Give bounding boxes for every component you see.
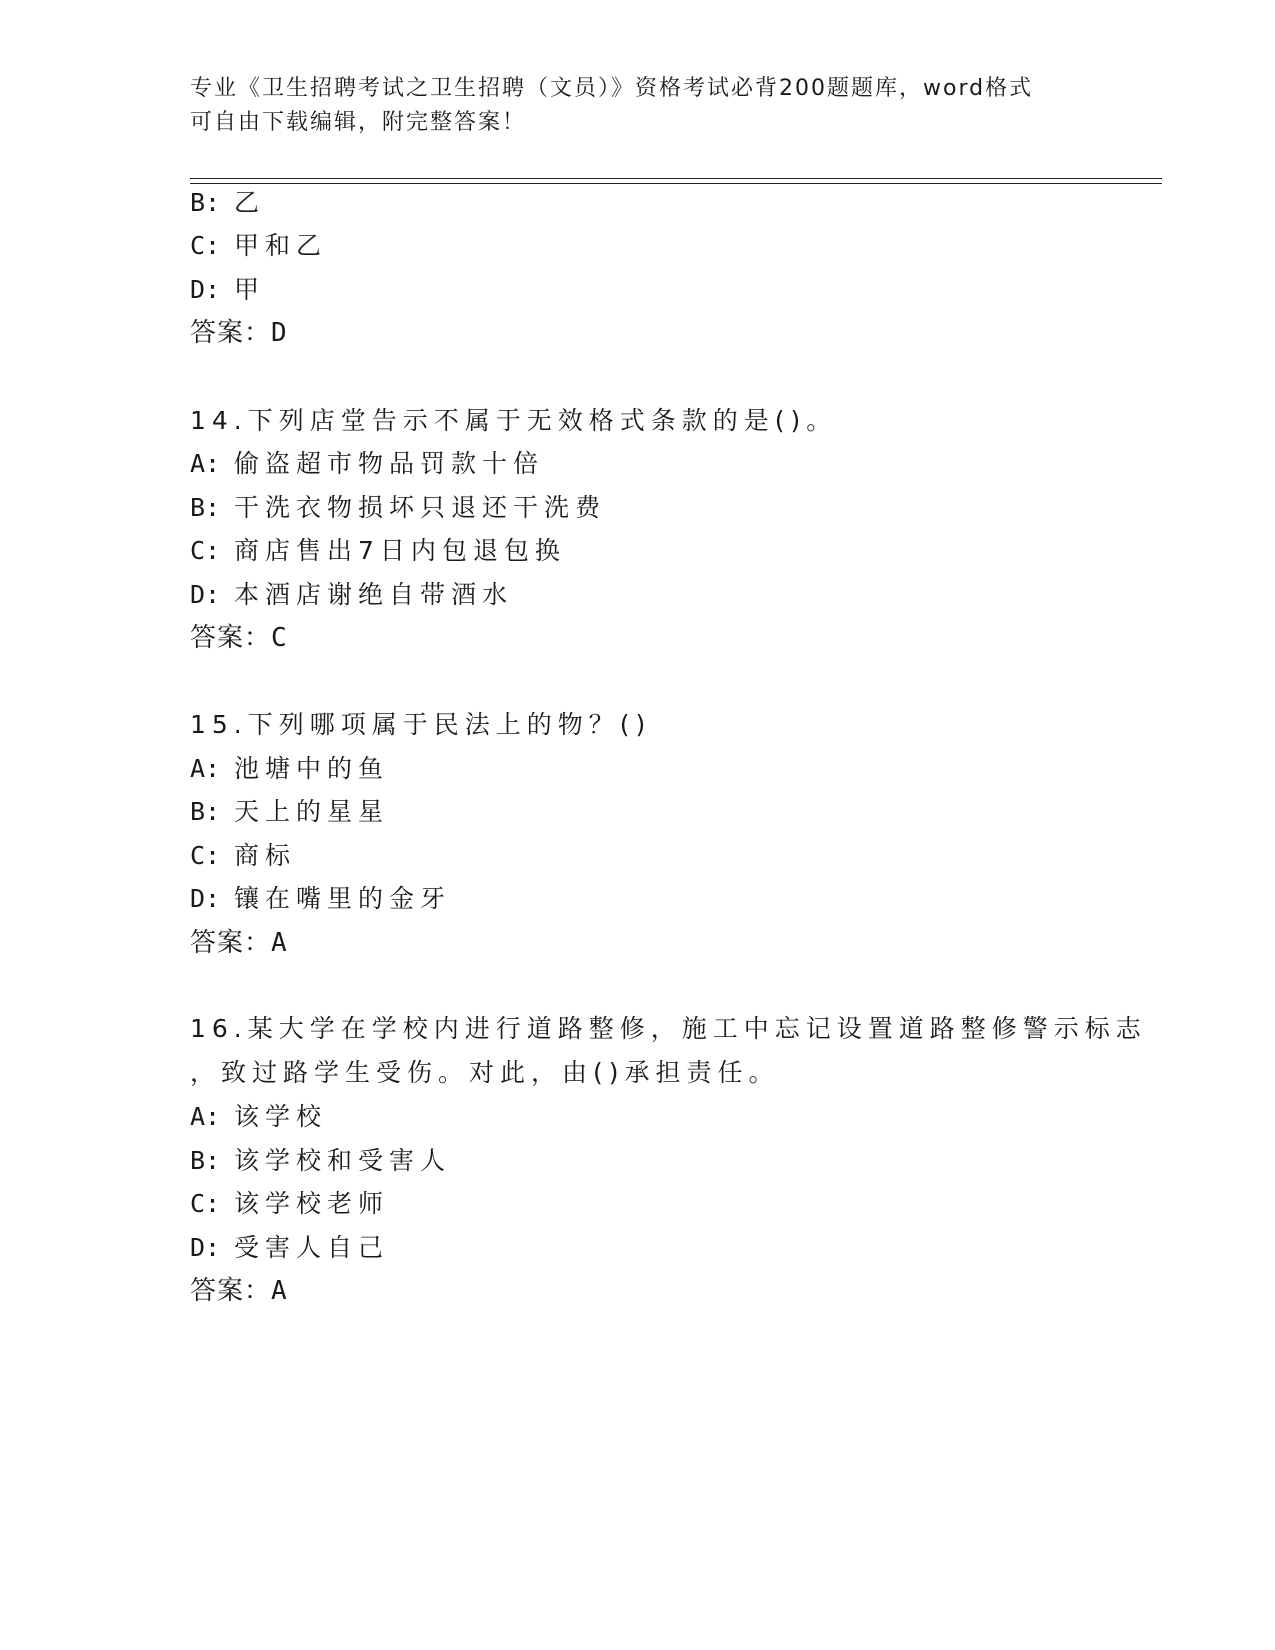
- option-c: C: 该学校老师: [190, 1189, 390, 1218]
- question-stem: 15.下列哪项属于民法上的物？(): [190, 710, 652, 739]
- option-d: D: 本酒店谢绝自带酒水: [190, 580, 514, 609]
- option-b: B: 该学校和受害人: [190, 1146, 452, 1175]
- option-c: C: 商店售出7日内包退包换: [190, 536, 566, 565]
- header-divider-bottom: [190, 183, 1162, 184]
- header-divider-top: [190, 178, 1162, 179]
- answer-line: 答案：A: [190, 1276, 288, 1306]
- option-a: A: 该学校: [190, 1102, 328, 1131]
- answer-line: 答案：A: [190, 928, 288, 958]
- header-line-1: 专业《卫生招聘考试之卫生招聘（文员）》资格考试必背200题题库，word格式: [190, 76, 1034, 101]
- question-stem-line-1: 16.某大学在学校内进行道路整修，施工中忘记设置道路整修警示标志: [190, 1014, 1147, 1043]
- option-b: B: 乙: [190, 188, 266, 217]
- option-b: B: 干洗衣物损坏只退还干洗费: [190, 493, 607, 522]
- question-stem: 14.下列店堂告示不属于无效格式条款的是()。: [190, 406, 838, 435]
- option-d: D: 受害人自己: [190, 1233, 390, 1262]
- option-a: A: 池塘中的鱼: [190, 754, 390, 783]
- option-c: C: 商标: [190, 841, 297, 870]
- option-d: D: 甲: [190, 275, 266, 304]
- option-d: D: 镶在嘴里的金牙: [190, 884, 452, 913]
- header-line-2: 可自由下载编辑，附完整答案！: [190, 110, 527, 135]
- option-a: A: 偷盗超市物品罚款十倍: [190, 449, 545, 478]
- option-b: B: 天上的星星: [190, 797, 390, 826]
- answer-line: 答案：D: [190, 318, 288, 348]
- question-stem-line-2: ，致过路学生受伤。对此，由()承担责任。: [190, 1058, 780, 1087]
- answer-line: 答案：C: [190, 623, 288, 653]
- option-c: C: 甲和乙: [190, 231, 328, 260]
- document-header: [190, 72, 1090, 140]
